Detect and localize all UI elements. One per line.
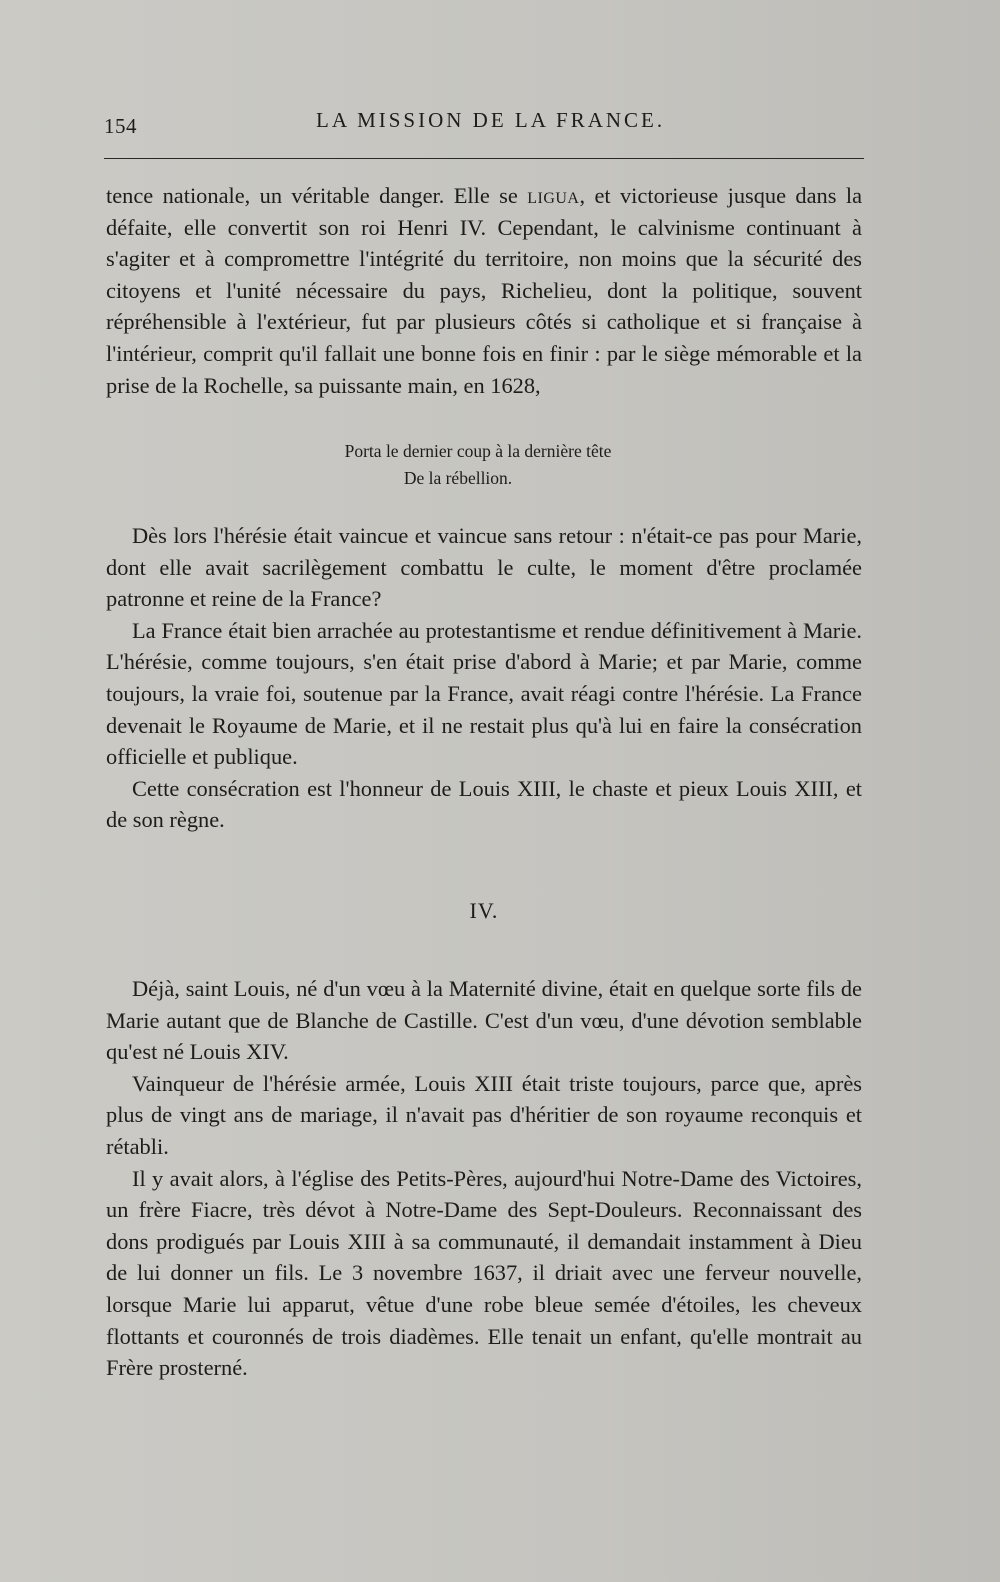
small-caps-ligua: ligua: [527, 183, 580, 208]
paragraph-ligue-part2: , et victorieuse jusque dans la défaite, elle convertit son roi Henri IV. Cependant, le calvinisme continuant à s'agiter et à compromettre l'intégrité du territoire, non moins que la sécurité des citoyens et l'unité nécessaire du pays, Richelieu, dont la politique, souvent répréhensible à l'extérieur, fut par plusieurs côtés si catholique et si française à l'intérieur, comprit qu'il fallait une bonne fois en finir : par le siège mémorable et la prise de la Rochelle, sa puissante main, en 1628,: [106, 183, 863, 398]
text-block-heresy: [106, 520, 862, 836]
text-block-opening: [106, 180, 862, 401]
page-header: [104, 108, 864, 142]
page-number: 154: [104, 114, 137, 138]
paragraph-heresy-vanquished: Dès lors l'hérésie était vaincue et vaincue sans retour : n'était-ce pas pour Marie, dont elle avait sacrilègement combattu le culte, le moment d'être proclamée patronne et reine de la France?: [106, 523, 862, 612]
paragraph-kingdom-of-mary: La France était bien arrachée au protestantisme et rendue définitivement à Marie. L'hérésie, comme toujours, s'en était prise d'abord à Marie; et par Marie, comme toujours, la vraie foi, soutenue par la France, avait réagi contre l'hérésie. La France devenait le Royaume de Marie, et il ne restait plus qu'à lui en faire la consécration officielle et publique.: [106, 617, 862, 770]
paragraph-ligue: [106, 180, 862, 401]
verse-line-2: De la rébellion.: [403, 467, 513, 488]
paragraph-louis-xiii-sad: Vainqueur de l'hérésie armée, Louis XIII était triste toujours, parce que, après plus de vingt ans de mariage, il n'avait pas d'héritier de son royaume reconquis et rétabli.: [106, 1070, 862, 1159]
verse-line-1: Porta le dernier coup à la dernière tête: [344, 441, 612, 461]
paragraph-frere-fiacre: Il y avait alors, à l'église des Petits-Pères, aujourd'hui Notre-Dame des Victoires, un frère Fiacre, très dévot à Notre-Dame des Sept-Douleurs. Reconnaissant des dons prodigués par Louis XIII à sa communauté, il demandait instamment à Dieu de lui donner un fils. Le 3 novembre 1637, il driait avec une ferveur nouvelle, lorsque Marie lui apparut, vêtue d'une robe bleue semée d'étoiles, les cheveux flottants et couronnés de trois diadèmes. Elle tenait un enfant, qu'elle montrait au Frère prosterné.: [106, 1165, 862, 1381]
paragraph-ligue-part1: tence nationale, un véritable danger. Elle se: [106, 183, 528, 208]
section-heading: IV.: [469, 898, 499, 923]
running-title: LA MISSION DE LA FRANCE.: [316, 108, 666, 132]
paragraph-louis-xiii: Cette consécration est l'honneur de Louis XIII, le chaste et pieux Louis XIII, et de son règne.: [106, 775, 862, 833]
paragraph-saint-louis: Déjà, saint Louis, né d'un vœu à la Maternité divine, était en quelque sorte fils de Marie autant que de Blanche de Castille. C'est d'un vœu, d'une dévotion semblable qu'est né Louis XIV.: [106, 976, 862, 1065]
header-rule: [104, 158, 864, 159]
text-block-section-iv: [106, 973, 862, 1384]
verse-quotation: [106, 438, 862, 491]
